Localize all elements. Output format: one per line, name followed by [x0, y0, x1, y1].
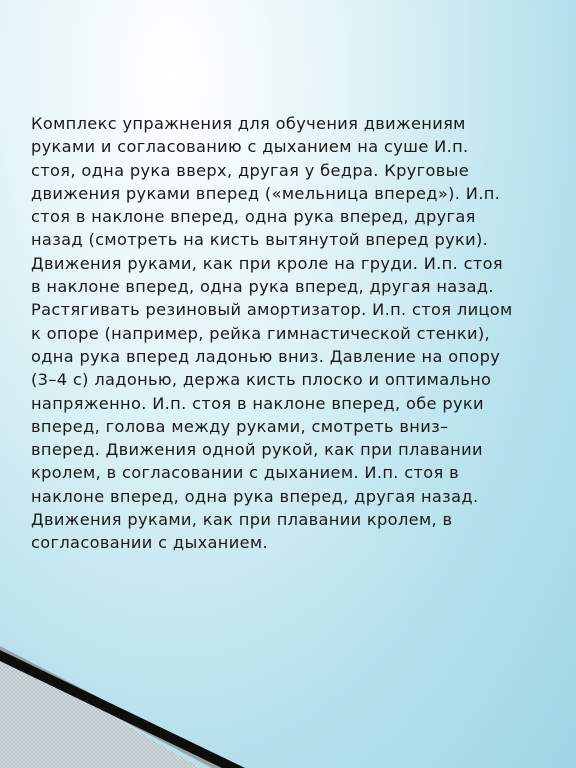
- slide-body-text: Комплекс упражнения для обучения движениям руками и согласованию с дыханием на суше И.п. стоя, одна рука вверх, другая у бедра. Круговые движения руками вперед («мельница вперед»). И.п. стоя в наклоне вперед, одна рука вперед, другая назад (смотреть на кисть вытянутой вперед руки). Движения руками, как при кроле на груди. И.п. стоя в наклоне вперед, одна рука вперед, другая назад. Растягивать резиновый амортизатор. И.п. стоя лицом к опоре (например, рейка гимнастической стенки), одна рука вперед ладонью вниз. Давление на опору (3–4 с) ладонью, держа кисть плоско и оптимально напряженно. И.п. стоя в наклоне вперед, обе руки вперед, голова между руками, смотреть вниз– вперед. Движения одной рукой, как при плавании кролем, в согласовании с дыханием. И.п. стоя в наклоне вперед, одна рука вперед, другая назад. Движения руками, как при плавании кролем, в согласовании с дыханием.: [31, 114, 513, 553]
- corner-gray-stripe: [0, 646, 235, 768]
- corner-dark-stripe: [0, 650, 245, 768]
- corner-pattern-wedge: [0, 650, 200, 768]
